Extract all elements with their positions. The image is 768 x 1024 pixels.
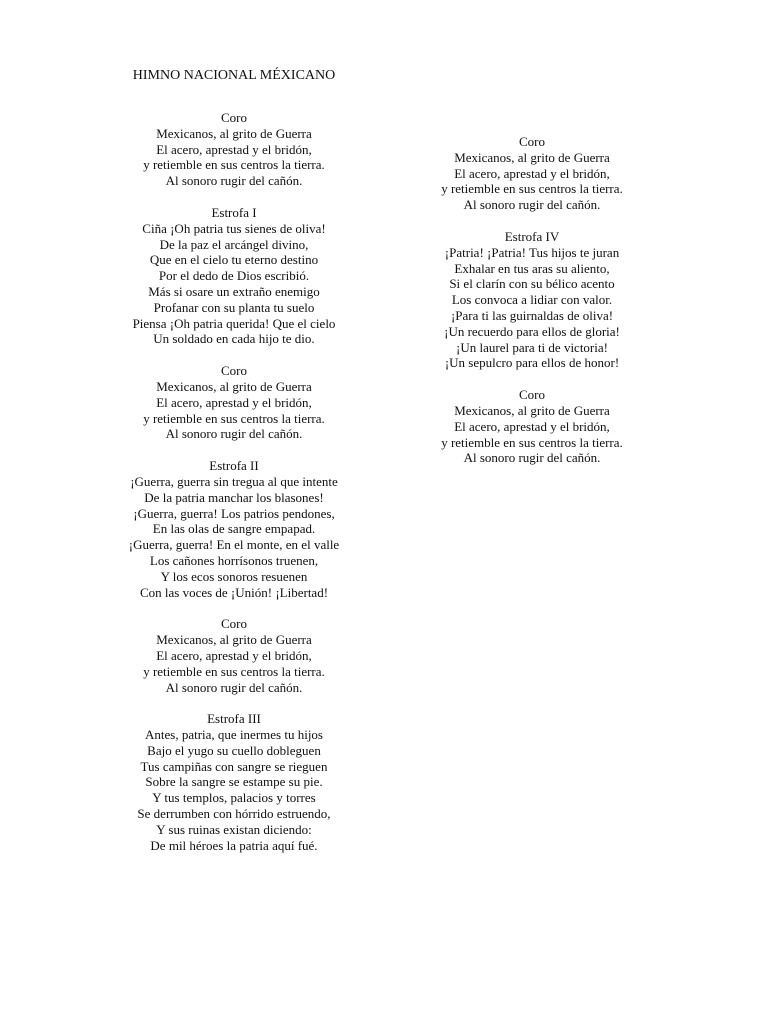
stanza-line: Si el clarín con su bélico acento [449, 276, 615, 292]
stanza-line: Profanar con su planta tu suelo [153, 299, 315, 315]
stanza-line: ¡Patria! ¡Patria! Tus hijos te juran [444, 244, 620, 260]
stanza-line: Un soldado en cada hijo te dio. [153, 331, 315, 347]
stanza-line: y retiemble en sus centros la tierra. [143, 663, 325, 679]
stanza-line: ¡Un recuerdo para ellos de gloria! [444, 323, 620, 339]
stanza-line: Bajo el yugo su cuello dobleguen [147, 742, 321, 758]
stanza-line: De mil héroes la patria aquí fué. [150, 837, 318, 853]
stanza-line: y retiemble en sus centros la tierra. [441, 434, 623, 450]
stanza-line: y retiemble en sus centros la tierra. [441, 181, 623, 197]
stanza-line: Antes, patria, que inermes tu hijos [145, 727, 323, 743]
stanza-line: El acero, aprestad y el bridón, [156, 394, 312, 410]
stanza-line: Al sonoro rugir del cañón. [165, 173, 303, 189]
stanza-line: y retiemble en sus centros la tierra. [143, 157, 325, 173]
right-column [400, 134, 664, 482]
stanza-line: Mexicanos, al grito de Guerra [454, 402, 610, 418]
stanza-line: Más si osare un extraño enemigo [148, 283, 320, 299]
stanza-line: Piensa ¡Oh patria querida! Que el cielo [132, 315, 336, 331]
stanza-line: Se derrumben con hórrido estruendo, [137, 806, 331, 822]
stanza-line: Que en el cielo tu eterno destino [149, 252, 319, 268]
stanza-line: El acero, aprestad y el bridón, [156, 141, 312, 157]
page-title: HIMNO NACIONAL MÉXICANO [132, 68, 336, 83]
stanza-estrofa-1 [100, 205, 368, 347]
stanza-line: El acero, aprestad y el bridón, [454, 418, 610, 434]
stanza-line: Y los ecos sonoros resuenen [160, 568, 308, 584]
stanza-line: ¡Un sepulcro para ellos de honor! [444, 355, 620, 371]
stanza-line: Exhalar en tus aras su aliento, [454, 260, 610, 276]
left-column [100, 110, 368, 869]
stanza-line: ¡Para ti las guirnaldas de oliva! [450, 307, 614, 323]
stanza-line: Al sonoro rugir del cañón. [165, 426, 303, 442]
stanza-line: ¡Guerra, guerra sin tregua al que intente [130, 473, 338, 489]
stanza-line: Al sonoro rugir del cañón. [463, 450, 601, 466]
stanza-line: El acero, aprestad y el bridón, [454, 165, 610, 181]
stanza-line: Y tus templos, palacios y torres [152, 790, 316, 806]
stanza-line: Ciña ¡Oh patria tus sienes de oliva! [142, 220, 326, 236]
stanza-heading: Coro [221, 363, 247, 379]
stanza-heading: Estrofa II [209, 458, 259, 474]
stanza-line: Mexicanos, al grito de Guerra [454, 149, 610, 165]
stanza-line: Mexicanos, al grito de Guerra [156, 125, 312, 141]
stanza-heading: Coro [221, 616, 247, 632]
stanza-line: ¡Guerra, guerra! En el monte, en el valle [128, 537, 340, 553]
stanza-line: y retiemble en sus centros la tierra. [143, 410, 325, 426]
stanza-heading: Estrofa III [207, 711, 261, 727]
stanza-heading: Coro [221, 110, 247, 125]
stanza-coro [400, 134, 664, 213]
stanza-coro [100, 363, 368, 442]
stanza-coro [100, 110, 368, 189]
stanza-line: Mexicanos, al grito de Guerra [156, 632, 312, 648]
stanza-line: Con las voces de ¡Unión! ¡Libertad! [139, 584, 329, 600]
stanza-line: Mexicanos, al grito de Guerra [156, 378, 312, 394]
stanza-line: Los cañones horrísonos truenen, [149, 552, 319, 568]
stanza-heading: Estrofa IV [504, 228, 560, 244]
stanza-line: En las olas de sangre empapad. [152, 521, 316, 537]
stanza-heading: Coro [519, 134, 545, 149]
stanza-line: Al sonoro rugir del cañón. [463, 197, 601, 213]
stanza-heading: Estrofa I [211, 204, 257, 220]
stanza-line: Sobre la sangre se estampe su pie. [145, 774, 323, 790]
stanza-estrofa-4 [400, 229, 664, 371]
stanza-estrofa-2 [100, 458, 368, 600]
stanza-line: El acero, aprestad y el bridón, [156, 647, 312, 663]
stanza-coro [400, 387, 664, 466]
stanza-line: Por el dedo de Dios escribió. [158, 268, 310, 284]
stanza-coro [100, 616, 368, 695]
stanza-line: ¡Guerra, guerra! Los patrios pendones, [133, 505, 335, 521]
stanza-line: Y sus ruinas existan diciendo: [156, 821, 312, 837]
stanza-line: De la patria manchar los blasones! [144, 489, 324, 505]
stanza-line: ¡Un laurel para ti de victoria! [456, 339, 608, 355]
stanza-line: Los convoca a lidiar con valor. [451, 292, 613, 308]
stanza-heading: Coro [519, 387, 545, 403]
stanza-line: Tus campiñas con sangre se rieguen [140, 758, 328, 774]
stanza-line: Al sonoro rugir del cañón. [165, 679, 303, 695]
stanza-line: De la paz el arcángel divino, [159, 236, 309, 252]
stanza-estrofa-3 [100, 711, 368, 853]
